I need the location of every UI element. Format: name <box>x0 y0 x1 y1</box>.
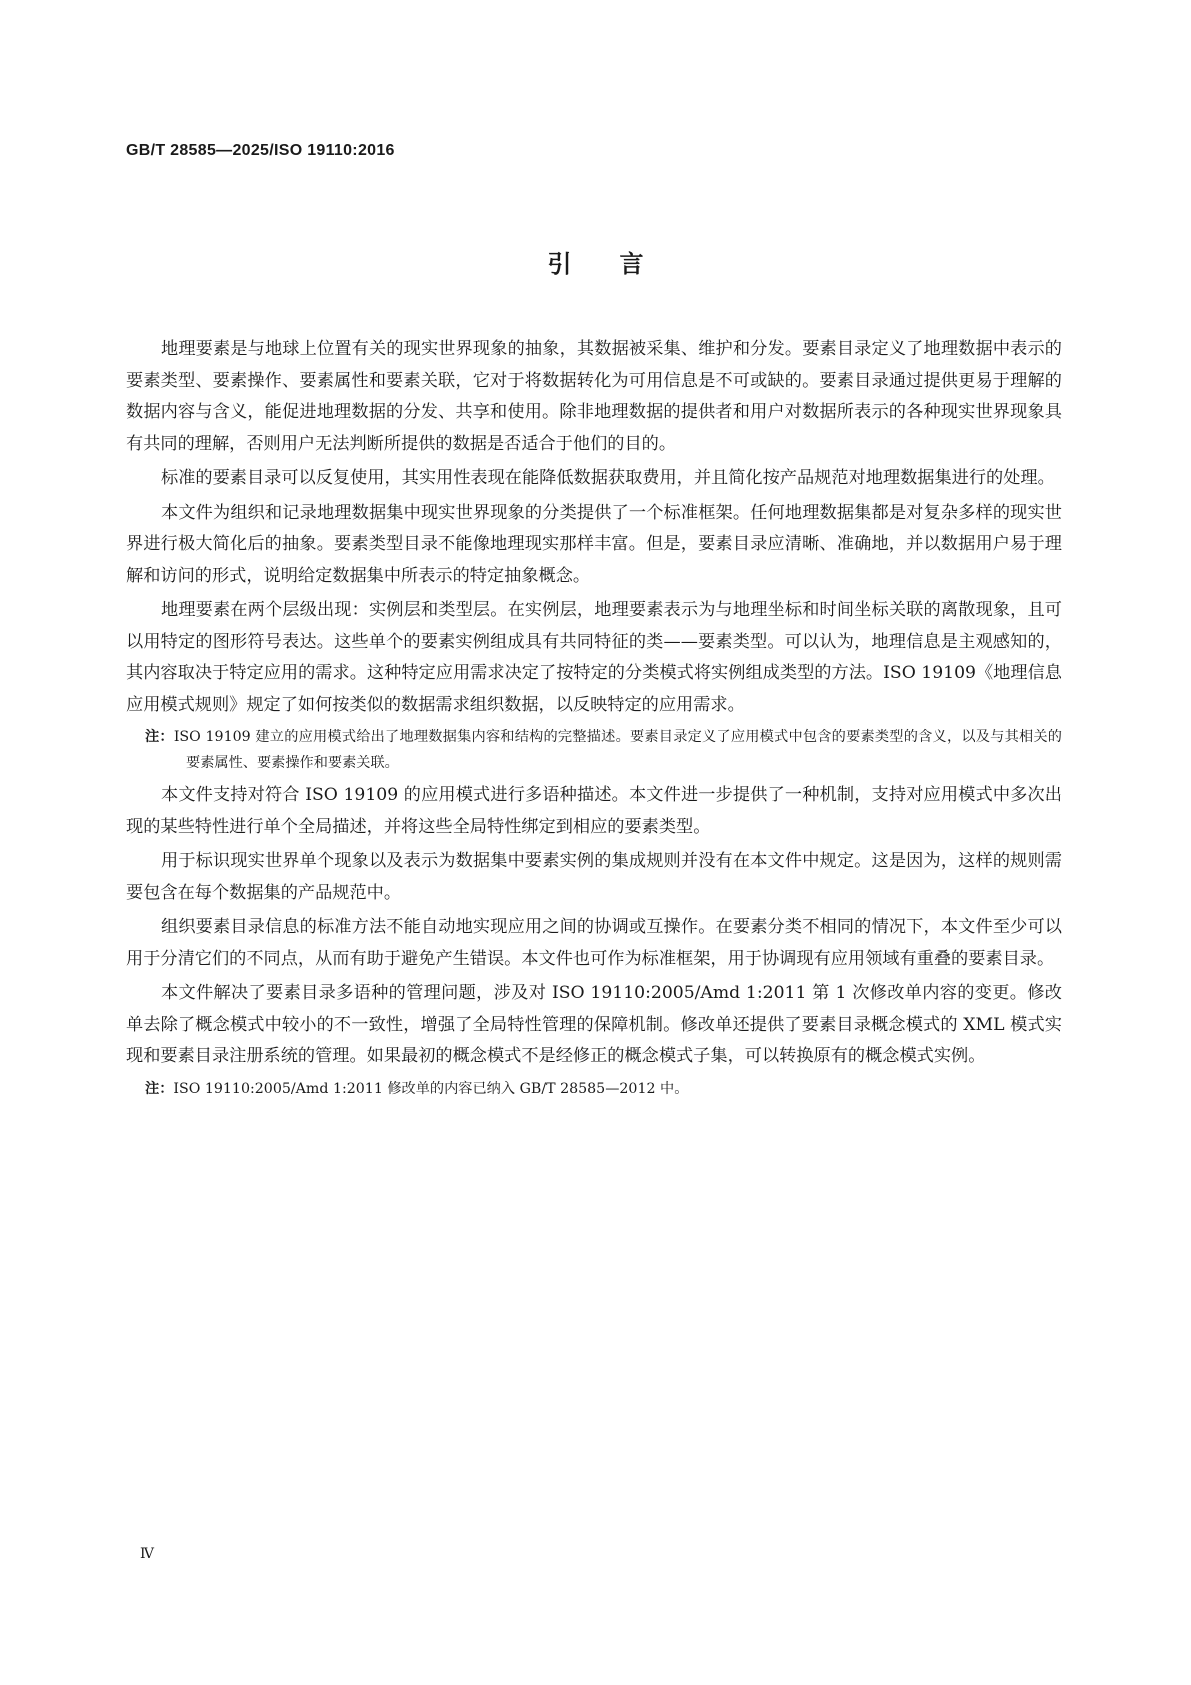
section-title: 引言 <box>547 250 692 278</box>
note-2 <box>126 1076 1062 1102</box>
note-1-text: ISO 19109 建立的应用模式给出了地理数据集内容和结构的完整描述。要素目录定义了应用模式中包含的要素类型的含义，以及与其相关的要素属性、要素操作和要素关联。 <box>173 729 1062 771</box>
paragraph-2: 标准的要素目录可以反复使用，其实用性表现在能降低数据获取费用，并且简化按产品规范对地理数据集进行的处理。 <box>161 468 1055 488</box>
paragraph-8: 本文件解决了要素目录多语种的管理问题，涉及对 ISO 19110:2005/Amd 1:2011 第 1 次修改单内容的变更。修改单去除了概念模式中较小的不一致性，增强了全局特性管理的保障机制。修改单还提供了要素目录概念模式的 XML 模式实现和要素目录注册系统的管理。如果最初的概念模式不是经修正的概念模式子集，可以转换原有的概念模式实例。 <box>126 983 1062 1066</box>
note-1 <box>126 724 1062 776</box>
standard-number-header: GB/T 28585—2025/ISO 19110:2016 <box>126 142 395 159</box>
paragraph-4: 地理要素在两个层级出现：实例层和类型层。在实例层，地理要素表示为与地理坐标和时间坐标关联的离散现象，且可以用特定的图形符号表达。这些单个的要素实例组成具有共同特征的类——要素类型。可以认为，地理信息是主观感知的，其内容取决于特定应用的需求。这种特定应用需求决定了按特定的分类模式将实例组成类型的方法。ISO 19109《地理信息 应用模式规则》规定了如何按类似的数据需求组织数据，以反映特定的应用需求。 <box>126 600 1080 715</box>
paragraph-5: 本文件支持对符合 ISO 19109 的应用模式进行多语种描述。本文件进一步提供了一种机制，支持对应用模式中多次出现的某些特性进行单个全局描述，并将这些全局特性绑定到相应的要素类型。 <box>126 785 1062 837</box>
paragraph-1: 地理要素是与地球上位置有关的现实世界现象的抽象，其数据被采集、维护和分发。要素目录定义了地理数据中表示的要素类型、要素操作、要素属性和要素关联，它对于将数据转化为可用信息是不可或缺的。要素目录通过提供更易于理解的数据内容与含义，能促进地理数据的分发、共享和使用。除非地理数据的提供者和用户对数据所表示的各种现实世界现象具有共同的理解，否则用户无法判断所提供的数据是否适合于他们的目的。 <box>126 339 1062 454</box>
page-number: Ⅳ <box>140 1546 154 1562</box>
document-body <box>126 334 1080 1106</box>
note-2-text: ISO 19110:2005/Amd 1:2011 修改单的内容已纳入 GB/T 28585—2012 中。 <box>173 1080 689 1097</box>
paragraph-7: 组织要素目录信息的标准方法不能自动地实现应用之间的协调或互操作。在要素分类不相同的情况下，本文件至少可以用于分清它们的不同点，从而有助于避免产生错误。本文件也可作为标准框架，用于协调现有应用领域有重叠的要素目录。 <box>126 917 1062 969</box>
paragraph-3: 本文件为组织和记录地理数据集中现实世界现象的分类提供了一个标准框架。任何地理数据集都是对复杂多样的现实世界进行极大简化后的抽象。要素类型目录不能像地理现实那样丰富。但是，要素目录应清晰、准确地，并以数据用户易于理解和访问的形式，说明给定数据集中所表示的特定抽象概念。 <box>126 502 1062 586</box>
paragraph-6: 用于标识现实世界单个现象以及表示为数据集中要素实例的集成规则并没有在本文件中规定。这是因为，这样的规则需要包含在每个数据集的产品规范中。 <box>126 851 1062 903</box>
note-label: 注： <box>145 729 174 745</box>
note-label: 注： <box>145 1080 174 1097</box>
